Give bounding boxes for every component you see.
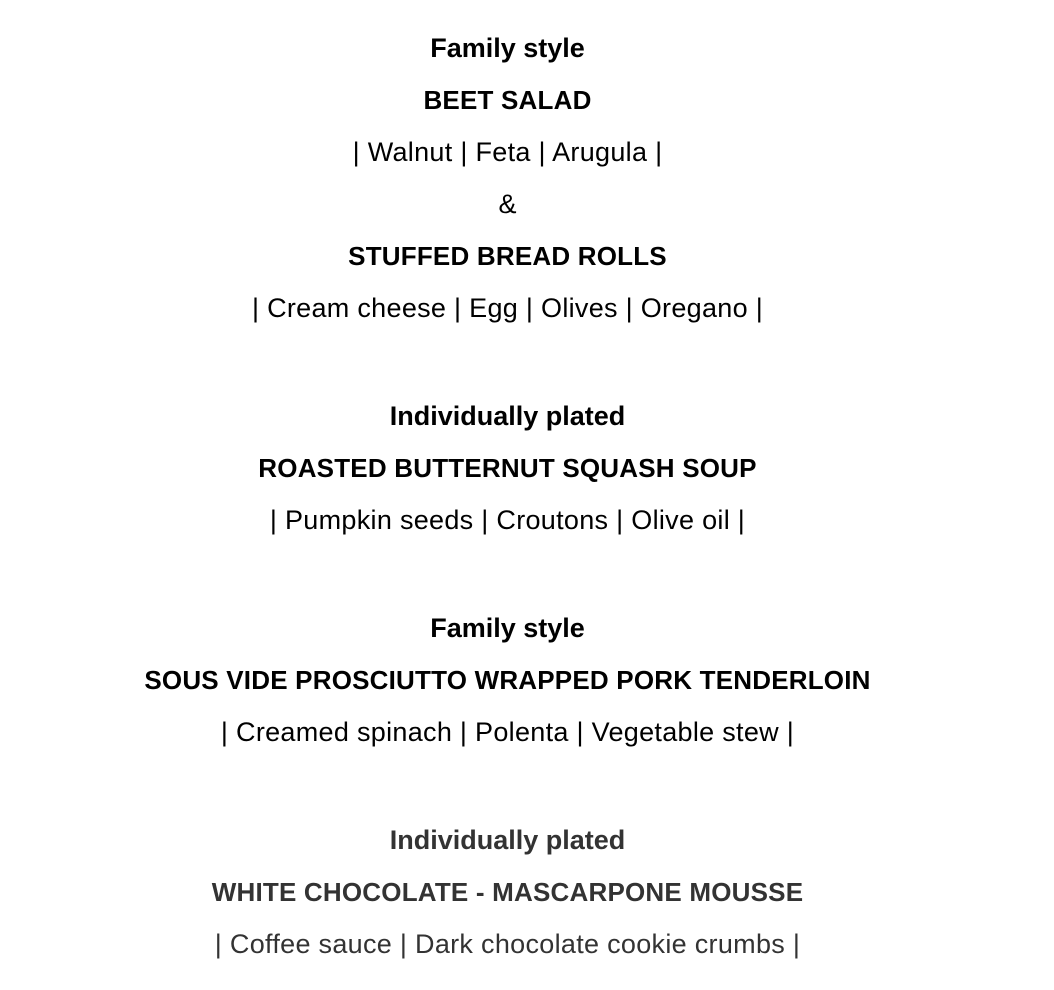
course-2-serving-style: Individually plated <box>389 401 626 431</box>
dish-beet-salad: BEET SALAD <box>423 85 592 115</box>
dish-pork-tenderloin-ingredients: | Creamed spinach | Polenta | Vegetable stew | <box>220 717 795 747</box>
course-1-serving-style: Family style <box>430 33 585 63</box>
dish-stuffed-bread-rolls: STUFFED BREAD ROLLS <box>348 241 667 271</box>
dish-chocolate-mousse: WHITE CHOCOLATE - MASCARPONE MOUSSE <box>211 877 804 907</box>
course-4-serving-style: Individually plated <box>389 825 626 855</box>
dish-butternut-squash-soup-ingredients: | Pumpkin seeds | Croutons | Olive oil | <box>269 505 746 535</box>
course-1-joiner: & <box>498 189 517 219</box>
dish-stuffed-bread-rolls-ingredients: | Cream cheese | Egg | Olives | Oregano | <box>251 293 764 323</box>
dish-butternut-squash-soup: ROASTED BUTTERNUT SQUASH SOUP <box>258 453 757 483</box>
dish-beet-salad-ingredients: | Walnut | Feta | Arugula | <box>352 137 663 167</box>
course-3-serving-style: Family style <box>430 613 585 643</box>
dish-pork-tenderloin: SOUS VIDE PROSCIUTTO WRAPPED PORK TENDERLOIN <box>144 665 871 695</box>
dish-chocolate-mousse-ingredients: | Coffee sauce | Dark chocolate cookie crumbs | <box>214 929 801 959</box>
